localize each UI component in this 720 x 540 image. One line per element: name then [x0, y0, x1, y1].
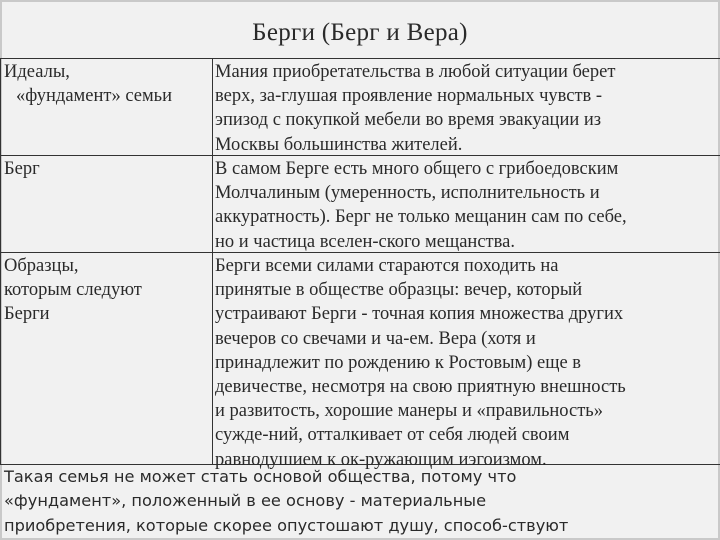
row-label-models: Образцы, которым следуют Берги — [4, 256, 142, 325]
row-label-ideals: Идеалы, «фундамент» семьи — [4, 62, 173, 107]
table-column-divider — [212, 58, 213, 464]
table-title-row — [0, 0, 720, 59]
conclusion-paragraph: Такая семья не может стать основой общества, потому что «фундамент», положенный в ее основу - материальные приобретения, которые скорее опустошают душу, способ-ствуют — [4, 467, 569, 535]
row-text-models: Берги всеми силами стараются походить на принятые в обществе образцы: вечер, который устраивают Берги - точная копия множества других вечеров со свечами и ча-ем. Вера (хотя и принадлежит по рождению к Ростовым) еще в девичестве, несмотря на свою приятную внешность и развитость, хорошие манеры и «правильность» сужде-ний, отталкивает от себя людей своим равнодушием к ок-ружающим иэгоизмом. — [215, 256, 626, 470]
table-left-border — [0, 58, 1, 464]
row-label-berg: Берг — [4, 159, 40, 179]
table-title: Берги (Берг и Вера) — [252, 19, 468, 46]
row-text-ideals: Мания приобретательства в любой ситуации берет верх, за-глушая проявление нормальных чувств - эпизод с покупкой мебели во время эвакуации из Москвы большинства жителей. — [215, 62, 616, 155]
row-text-berg: В самом Берге есть много общего с грибоедовским Молчалиным (умеренность, исполнительность и аккуратность). Берг не только мещанин сам по себе, но и частица вселен-ского мещанства. — [215, 159, 627, 252]
